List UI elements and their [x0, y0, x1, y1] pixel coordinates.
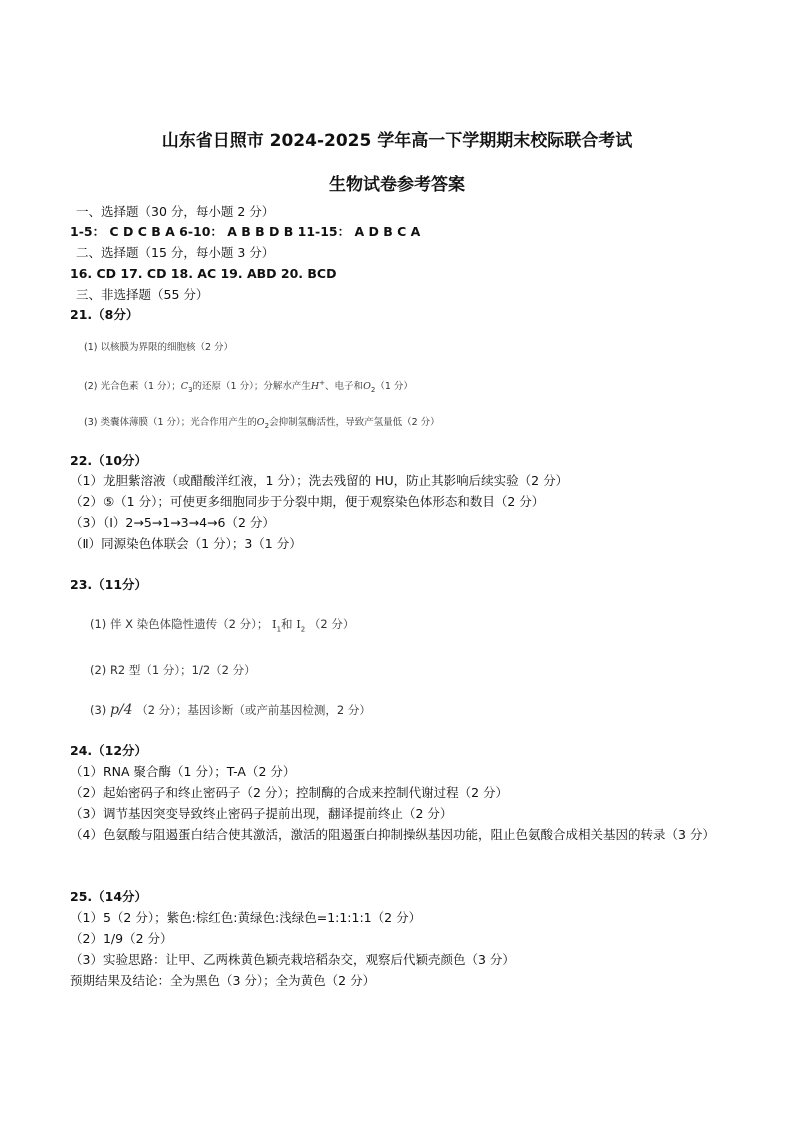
- q21-answer-2: (2) 光合色素（1 分）；$C_3$的还原（1 分）；分解水产生H+、电子和$O_2(1$ 分）: [84, 379, 413, 395]
- q25-answer-4: 预期结果及结论：全为黑色（3 分）；全为黄色（2 分）: [70, 973, 376, 988]
- q22-answer-3: （3）（Ⅰ）2→5→1→3→4→6（2 分）: [70, 515, 275, 530]
- q24-heading: 24.（12分）: [70, 743, 148, 758]
- q24-answer-4: （4）色氨酸与阻遏蛋白结合使其激活，激活的阻遏蛋白抑制操纵基因功能，阻止色氨酸合成相关基因的转录（3 分）: [70, 827, 715, 842]
- q21-answer-1: (1) 以核膜为界限的细胞核（2 分）: [84, 342, 234, 353]
- q24-answer-3: （3）调节基因突变导致终止密码子提前出现，翻译提前终止（2 分）: [70, 806, 453, 821]
- q25-answer-2: （2）1/9（2 分）: [70, 931, 173, 946]
- q24-answer-1: （1）RNA 聚合酶（1 分）；T-A（2 分）: [70, 764, 296, 779]
- q22-answer-2: （2）⑤（1 分）；可使更多细胞同步于分裂中期，便于观察染色体形态和数目（2 分）: [70, 494, 545, 509]
- q25-answer-3: （3）实验思路：让甲、乙两株黄色颖壳栽培稻杂交，观察后代颖壳颜色（3 分）: [70, 952, 515, 967]
- q21-answer-3: (3) 类囊体薄膜（1 分）；光合作用产生的$O_2$会抑制氢酶活性，导致产氢量低（2 分）: [84, 417, 440, 430]
- q22-answer-1: （1）龙胆紫溶液（或醋酸洋红液，1 分）；洗去残留的 HU，防止其影响后续实验（2 分）: [70, 473, 569, 488]
- page-subtitle: 生物试卷参考答案: [329, 175, 465, 195]
- q23-answer-3: (3) p/4 （2 分）；基因诊断（或产前基因检测，2 分）: [90, 702, 371, 718]
- section-3-heading: 三、非选择题（55 分）: [76, 287, 209, 302]
- page-title: 山东省日照市 2024-2025 学年高一下学期期末校际联合考试: [161, 131, 633, 151]
- q23-heading: 23.（11分）: [70, 577, 148, 592]
- section-2-heading: 二、选择题（15 分，每小题 3 分）: [76, 245, 275, 260]
- q21-heading: 21.（8分）: [70, 307, 139, 322]
- section-2-answers: 16. CD 17. CD 18. AC 19. ABD 20. BCD: [70, 266, 337, 281]
- q23-answer-2: (2) R2 型（1 分）；1/2（2 分）: [90, 663, 256, 677]
- q23-answer-1: (1) 伴 X 染色体隐性遗传（2 分）； $I_1$和 $I_2$ （2 分）: [90, 617, 355, 634]
- q24-answer-2: （2）起始密码子和终止密码子（2 分）；控制酶的合成来控制代谢过程（2 分）: [70, 785, 509, 800]
- section-1-heading: 一、选择题（30 分，每小题 2 分）: [76, 204, 275, 219]
- q22-answer-4: （Ⅱ）同源染色体联会（1 分）；3（1 分）: [70, 536, 302, 551]
- q25-answer-1: （1）5（2 分）；紫色:棕红色:黄绿色:浅绿色=1:1:1:1（2 分）: [70, 910, 422, 925]
- section-1-answers: 1-5： C D C B A 6-10： A B B D B 11-15： A D B C A: [70, 224, 421, 239]
- q22-heading: 22.（10分）: [70, 453, 148, 468]
- q25-heading: 25.（14分）: [70, 889, 148, 904]
